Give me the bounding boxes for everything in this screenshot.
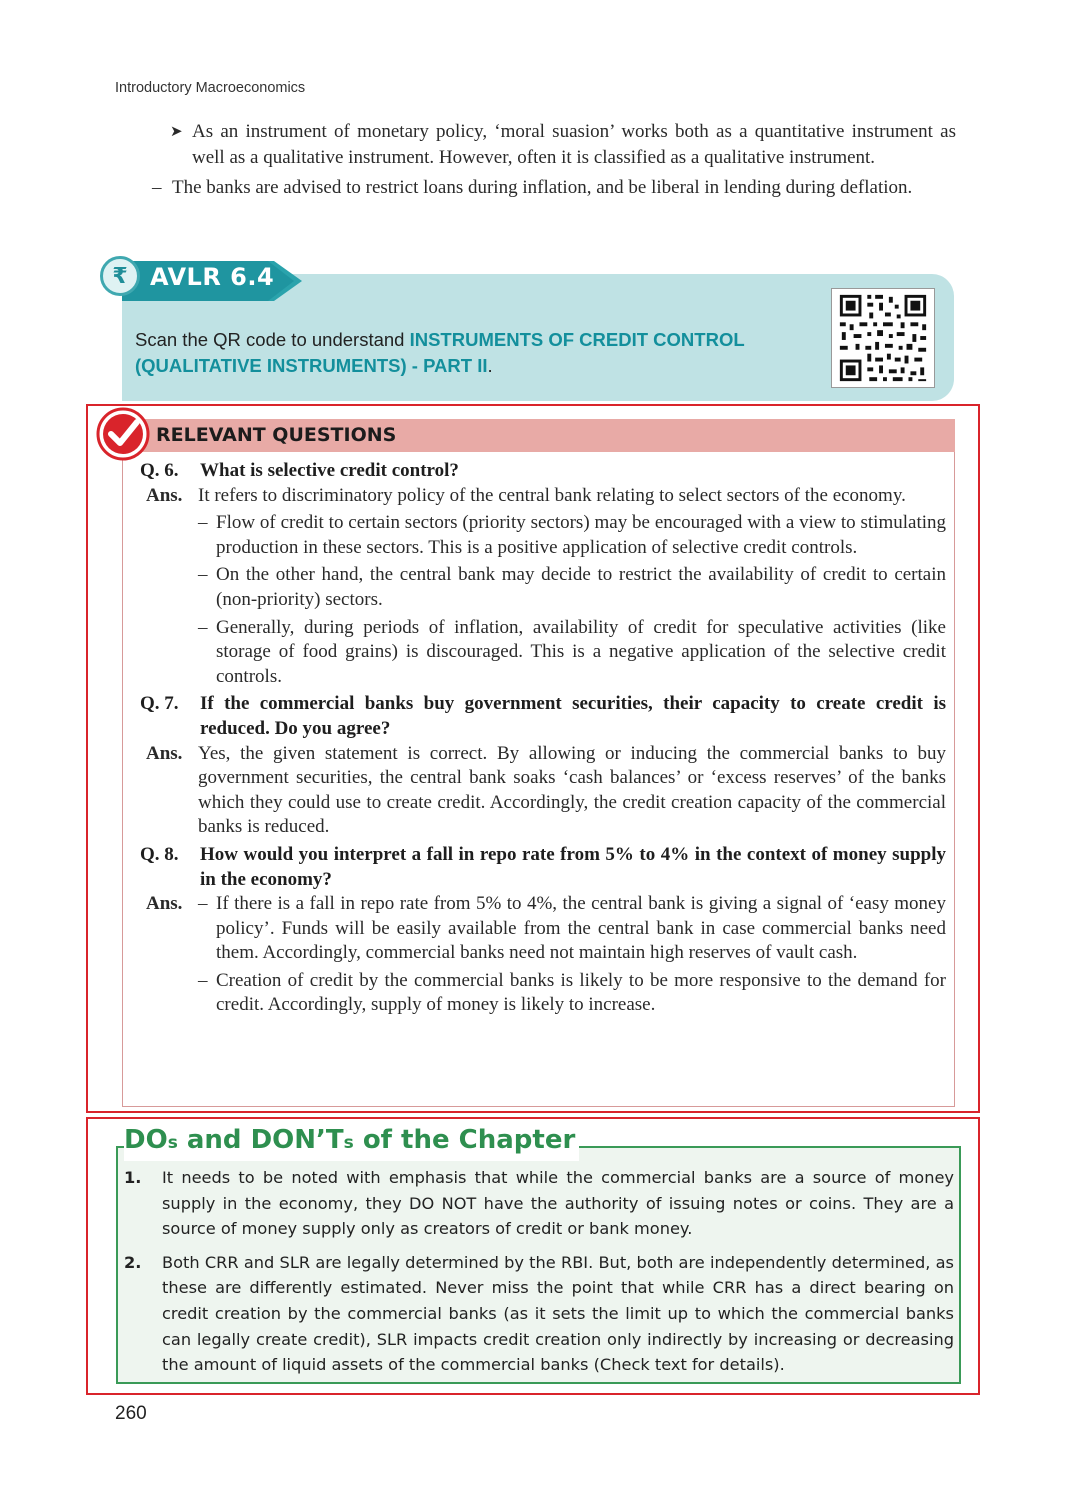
dash-bullet: – bbox=[198, 969, 208, 991]
arrow-bullet-icon: ➤ bbox=[170, 124, 183, 140]
answer-8-label: Ans. bbox=[146, 893, 183, 915]
dos-donts-title bbox=[124, 1122, 579, 1161]
answer-7-text: Yes, the given statement is correct. By allowing or inducing the commercial banks to buy government securities, the central bank soaks ‘cash balances’ or ‘excess reserves’ of the banks which they could use to create credit. Accordingly, the credit creation capacity of the commercial banks is reduced. bbox=[198, 742, 946, 838]
avlr-label: AVLR 6.4 bbox=[150, 263, 275, 291]
question-6-label: Q. 6. bbox=[140, 460, 179, 481]
question-6 bbox=[140, 459, 946, 484]
dash-bullet: – bbox=[152, 177, 162, 198]
list-item-text: It needs to be noted with emphasis that while the commercial banks are a source of money supply in the economy, they DO NOT have the authority of issuing notes or coins. They are a source of money supply only as creators of credit or bank money. bbox=[162, 1168, 954, 1239]
answer-6-point bbox=[140, 563, 946, 612]
question-answer-list bbox=[140, 459, 946, 1018]
question-6-text: What is selective credit control? bbox=[200, 460, 459, 481]
page-number: 260 bbox=[115, 1403, 147, 1424]
rupee-icon: ₹ bbox=[100, 256, 140, 296]
dos-donts-list bbox=[124, 1165, 954, 1378]
answer-8-point bbox=[140, 892, 946, 966]
dos-donts-title-part: DO bbox=[124, 1125, 168, 1155]
avlr-text bbox=[135, 327, 825, 379]
answer-6-text: It refers to discriminatory policy of the central bank relating to select sectors of the economy. bbox=[198, 484, 906, 506]
intro-dash-text: The banks are advised to restrict loans during inflation, and be liberal in lending during deflation. bbox=[172, 177, 913, 198]
avlr-text-end: . bbox=[487, 355, 493, 376]
checkmark-icon bbox=[96, 407, 150, 461]
question-7 bbox=[140, 692, 946, 741]
question-8-label: Q. 8. bbox=[140, 843, 179, 865]
list-item bbox=[124, 1165, 954, 1242]
avlr-text-lead: Scan the QR code to understand bbox=[135, 329, 410, 350]
avlr-text-highlight: INSTRUMENTS OF CREDIT CONTROL (QUALITATIVE INSTRUMENTS) - PART II bbox=[135, 329, 745, 376]
list-item bbox=[124, 1250, 954, 1378]
answer-6-label: Ans. bbox=[146, 484, 183, 506]
dos-donts-title-part: of the Chapter bbox=[353, 1125, 576, 1155]
answer-7-label: Ans. bbox=[146, 742, 183, 764]
intro-text bbox=[148, 119, 956, 201]
intro-dash-item bbox=[148, 175, 956, 201]
dos-donts-title-part: and DON’T bbox=[177, 1125, 344, 1155]
answer-6-point-1: Flow of credit to certain sectors (priority sectors) may be encouraged with a view to stimulating production in these sectors. This is a positive application of selective credit controls. bbox=[216, 512, 946, 558]
intro-arrow-item bbox=[148, 119, 956, 171]
running-head: Introductory Macroeconomics bbox=[115, 80, 306, 96]
list-item-number: 2. bbox=[124, 1252, 142, 1272]
answer-6-point bbox=[140, 616, 946, 690]
answer-6-point-3: Generally, during periods of inflation, availability of credit for speculative activities (like storage of food grains) is discouraged. This is a negative application of the selective credit controls. bbox=[216, 616, 946, 687]
dash-bullet: – bbox=[198, 564, 208, 586]
dos-donts-title-suffix: s bbox=[343, 1133, 354, 1153]
dash-bullet: – bbox=[198, 893, 208, 915]
dash-bullet: – bbox=[198, 616, 208, 638]
intro-arrow-text: As an instrument of monetary policy, ‘moral suasion’ works both as a quantitative instrument as well as a qualitative instrument. However, often it is classified as a qualitative instrument. bbox=[192, 121, 956, 168]
answer-7 bbox=[140, 742, 946, 840]
question-7-label: Q. 7. bbox=[140, 693, 179, 715]
answer-6 bbox=[140, 484, 946, 509]
relevant-questions-title: RELEVANT QUESTIONS bbox=[156, 424, 397, 446]
question-8-text: How would you interpret a fall in repo rate from 5% to 4% in the context of money supply in the economy? bbox=[200, 843, 946, 890]
question-8 bbox=[140, 843, 946, 892]
question-7-text: If the commercial banks buy government securities, their capacity to create credit is reduced. Do you agree? bbox=[200, 693, 946, 739]
dash-bullet: – bbox=[198, 512, 208, 534]
list-item-number: 1. bbox=[124, 1168, 142, 1187]
answer-6-point bbox=[140, 511, 946, 560]
dos-donts-title-suffix: s bbox=[167, 1133, 178, 1153]
answer-8-point-1: If there is a fall in repo rate from 5% to 4%, the central bank is giving a signal of ‘easy money policy’. Funds will be easily available from the central bank in case commercial banks need them. Accordingly, commercial banks need not maintain high reserves of vault cash. bbox=[216, 893, 946, 964]
answer-6-point-2: On the other hand, the central bank may decide to restrict the availability of credit to certain (non-priority) sectors. bbox=[216, 564, 946, 610]
answer-8-point-2: Creation of credit by the commercial banks is likely to be more responsive to the demand for credit. Accordingly, supply of money is likely to increase. bbox=[216, 969, 946, 1016]
list-item-text: Both CRR and SLR are legally determined by the RBI. But, both are independently determined, as these are differently estimated. Never miss the point that while CRR has a direct bearing on credit creation by the commercial banks (as it sets the limit up to which the commercial banks can legally create credit), SLR impacts credit creation only indirectly by increasing or decreasing the amount of liquid assets of the commercial banks (Check text for details). bbox=[162, 1252, 954, 1375]
qr-code[interactable] bbox=[831, 288, 935, 388]
answer-8-point bbox=[140, 969, 946, 1018]
